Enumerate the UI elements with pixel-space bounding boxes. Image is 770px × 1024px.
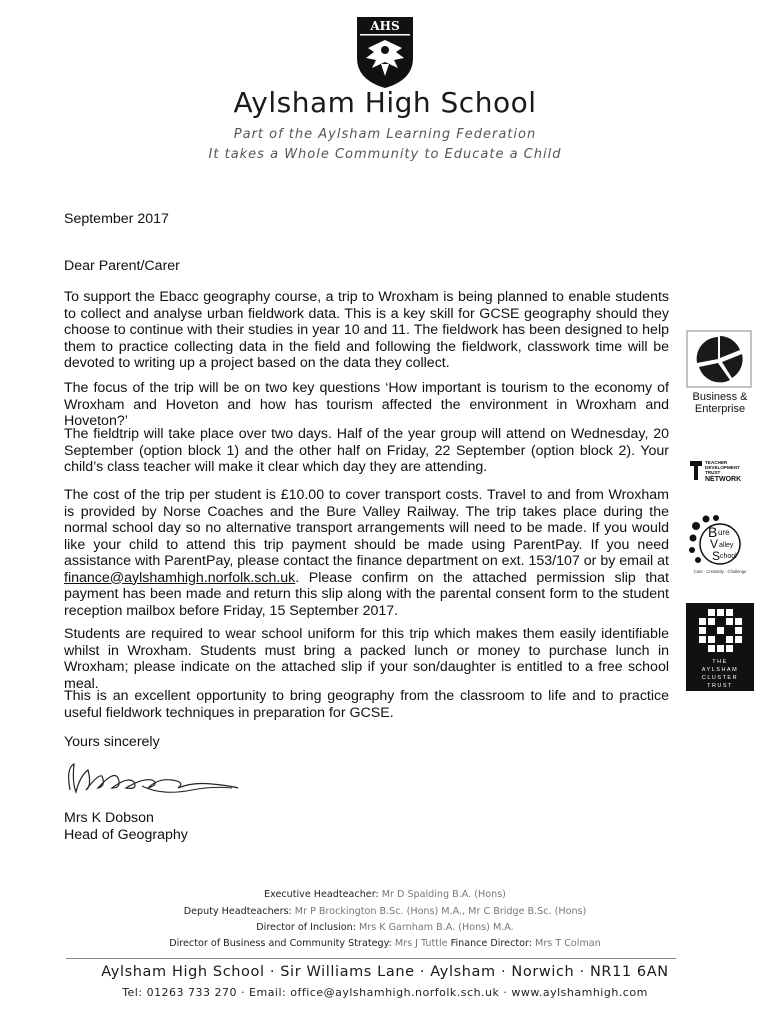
paragraph-cost-text: The cost of the trip per student is £10.00 to cover transport costs. Travel to and from Wroxham is provided by Norse Coaches and the Bure Valley Railway. The trip takes place during the normal school day so no alternative transport arrangements will need to be made. If you would like your child to attend this trip payment should be made using ParentPay. If you need assistance with ParentPay, please contact the finance department on ext. 153/107 or by email at bbox=[64, 487, 669, 569]
business-logo-line1: Business & bbox=[692, 391, 748, 403]
paragraph-closing-text: This is an excellent opportunity to bring geography from the classroom to life and to practice useful fieldwork techniques in preparation for GCSE. bbox=[64, 688, 669, 721]
school-name: Aylsham High School bbox=[233, 86, 537, 119]
business-enterprise-logo bbox=[686, 330, 754, 416]
aylsham-cluster-trust-logo bbox=[686, 603, 754, 691]
signer-name: Mrs K Dobson bbox=[64, 810, 154, 826]
footer-address: Aylsham High School · Sir Williams Lane · Aylsham · Norwich · NR11 6AN bbox=[101, 964, 669, 980]
staff-value: Mr P Brockington B.Sc. (Hons) M.A., Mr C Bridge B.Sc. (Hons) bbox=[294, 906, 587, 917]
bure-valley-school-logo bbox=[686, 514, 754, 576]
paragraph-focus-text: The focus of the trip will be on two key questions ‘How important is tourism to the economy of Wroxham and Hoveton and how has tourism affected the environment in Wroxham and Hoveton?’ bbox=[64, 380, 669, 429]
paragraph-intro bbox=[64, 289, 669, 372]
school-crest-logo bbox=[354, 14, 416, 90]
signature-image bbox=[62, 756, 242, 800]
staff-director-business bbox=[0, 938, 770, 949]
cluster-line4: TRUST bbox=[707, 683, 733, 689]
bvs-alley: alley bbox=[719, 542, 734, 549]
paragraph-uniform-text: Students are required to wear school uniform for this trip which makes them easily identifiable whilst in Wroxham. Students must bring a packed lunch or money to purchase lunch in Wroxham; please indicate on the attached slip if your son/daughter is entitled to a free school meal. bbox=[64, 626, 669, 692]
paragraph-dates-text: The fieldtrip will take place over two days. Half of the year group will attend on Wednesday, 20 September (option block 1) and the other half on Friday, 22 September (option block 2). Your child’s class teacher will make it clear which day they are attending. bbox=[64, 426, 669, 475]
staff-executive-headteacher bbox=[0, 889, 770, 900]
tagline-federation: Part of the Aylsham Learning Federation bbox=[233, 127, 537, 142]
paragraph-closing bbox=[64, 688, 669, 721]
bvs-v: V bbox=[710, 537, 719, 551]
closing-line: Yours sincerely bbox=[64, 734, 160, 750]
staff-value: Mrs K Garnham B.A. (Hons) M.A. bbox=[358, 922, 514, 933]
tdt-line1: TEACHER bbox=[705, 460, 728, 465]
bvs-values-ring: Care · Creativity · Challenge bbox=[693, 569, 747, 574]
tdt-line2: DEVELOPMENT bbox=[705, 465, 740, 470]
signer-block bbox=[64, 810, 188, 844]
business-logo-line2: Enterprise bbox=[694, 403, 746, 415]
tagline-community: It takes a Whole Community to Educate a Child bbox=[208, 147, 562, 162]
staff-label: Executive Headteacher: bbox=[264, 889, 382, 900]
paragraph-cost-text-continued: . Please confirm on the attached permission slip that payment has been made and return this slip along with the parental consent form to the student reception mailbox before Friday, 15 September 2017. bbox=[64, 569, 669, 619]
tdt-line3: TRUST bbox=[705, 470, 721, 475]
signer-title: Head of Geography bbox=[64, 827, 188, 843]
bvs-chool: chool bbox=[720, 553, 737, 560]
letter-date: September 2017 bbox=[64, 211, 169, 227]
staff-value: Mrs T Colman bbox=[535, 938, 601, 949]
bvs-ure: ure bbox=[718, 528, 730, 537]
paragraph-focus bbox=[64, 380, 669, 430]
salutation: Dear Parent/Carer bbox=[64, 258, 180, 274]
staff-deputy-headteachers bbox=[0, 906, 770, 917]
paragraph-cost bbox=[64, 487, 669, 619]
footer-divider bbox=[66, 958, 676, 959]
footer-contact: Tel: 01263 733 270 · Email: office@aylshamhigh.norfolk.sch.uk · www.aylshamhigh.com bbox=[122, 986, 648, 999]
staff-label: Deputy Headteachers: bbox=[183, 906, 295, 917]
staff-value: Mrs J Tuttle bbox=[394, 938, 448, 949]
teacher-development-trust-logo bbox=[688, 458, 754, 484]
staff-label: Director of Inclusion: bbox=[256, 922, 359, 933]
staff-director-inclusion bbox=[0, 922, 770, 933]
cluster-line2: AYLSHAM bbox=[701, 667, 739, 673]
paragraph-uniform bbox=[64, 626, 669, 692]
cluster-line1: THE bbox=[712, 659, 728, 665]
paragraph-dates bbox=[64, 426, 669, 476]
staff-label: Director of Business and Community Strategy: bbox=[169, 938, 395, 949]
staff-value: Mr D Spalding B.A. (Hons) bbox=[381, 889, 506, 900]
finance-email-link[interactable]: finance@aylshamhigh.norfolk.sch.uk bbox=[64, 569, 296, 586]
crest-text: AHS bbox=[370, 19, 400, 33]
bvs-b: B bbox=[708, 524, 718, 540]
bvs-s: S bbox=[712, 549, 721, 563]
paragraph-intro-text: To support the Ebacc geography course, a trip to Wroxham is being planned to enable students to collect and analyse urban fieldwork data. This is a key skill for GCSE geography should they choose to continue with their studies in year 10 and 11. The fieldwork has been designed to help them to practice collecting data in the field and following the fieldwork, classwork time will be devoted to writing up a project based on the data they collect. bbox=[64, 289, 669, 371]
tdt-line4: NETWORK bbox=[705, 476, 742, 483]
cluster-line3: CLUSTER bbox=[701, 675, 739, 681]
staff-label: Finance Director: bbox=[447, 938, 536, 949]
